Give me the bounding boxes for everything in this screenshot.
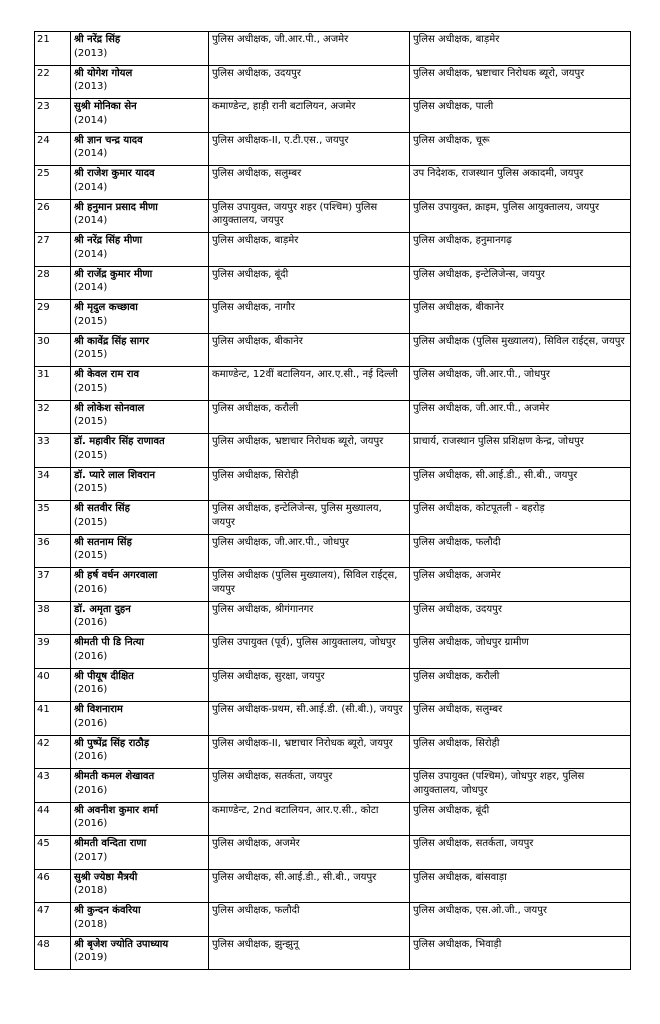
current-posting: पुलिस उपायुक्त (पूर्व), पुलिस आयुक्तालय, जोधपुर <box>209 635 410 669</box>
table-row <box>35 32 631 66</box>
table-row <box>35 501 631 535</box>
current-posting: पुलिस अधीक्षक, भ्रष्टाचार निरोधक ब्यूरो, जयपुर <box>209 434 410 468</box>
table-row <box>35 166 631 200</box>
serial-number: 28 <box>35 266 71 300</box>
serial-number: 29 <box>35 300 71 334</box>
current-posting: पुलिस अधीक्षक, जी.आर.पी., अजमेर <box>209 32 410 66</box>
officer-name: श्रीमती कमल शेखावत <box>74 771 155 782</box>
batch-year: (2015) <box>74 516 108 528</box>
batch-year: (2016) <box>74 684 108 695</box>
officer-name: श्री लोकेश सोनवाल <box>74 402 145 414</box>
table-row <box>35 735 631 769</box>
current-posting: कमाण्डेन्ट, 12वीं बटालियन, आर.ए.सी., नई दिल्ली <box>209 367 410 401</box>
current-posting: पुलिस अधीक्षक, नागौर <box>209 300 410 334</box>
table-row <box>35 936 631 970</box>
batch-year: (2016) <box>74 617 108 628</box>
new-posting: पुलिस अधीक्षक, चूरू <box>410 132 631 166</box>
current-posting: पुलिस अधीक्षक, सी.आई.डी., सी.बी., जयपुर <box>209 869 410 903</box>
batch-year: (2016) <box>74 717 108 729</box>
batch-year: (2014) <box>74 114 108 126</box>
table-row <box>35 434 631 468</box>
serial-number: 23 <box>35 99 71 133</box>
officer-cell <box>71 668 209 702</box>
batch-year: (2014) <box>74 215 108 226</box>
new-posting: प्राचार्य, राजस्थान पुलिस प्रशिक्षण केन्द्र, जोधपुर <box>410 434 631 468</box>
batch-year: (2018) <box>74 885 108 896</box>
batch-year: (2015) <box>74 483 108 494</box>
officer-cell <box>71 434 209 468</box>
new-posting: पुलिस अधीक्षक, पाली <box>410 99 631 133</box>
serial-number: 45 <box>35 836 71 870</box>
table-row <box>35 802 631 836</box>
new-posting: पुलिस अधीक्षक, सी.आई.डी., सी.बी., जयपुर <box>410 467 631 501</box>
transfer-table <box>34 31 631 970</box>
serial-number: 42 <box>35 735 71 769</box>
table-row <box>35 635 631 669</box>
officer-cell <box>71 568 209 602</box>
serial-number: 25 <box>35 166 71 200</box>
current-posting: पुलिस अधीक्षक, श्रीगंगानगर <box>209 601 410 635</box>
serial-number: 35 <box>35 501 71 535</box>
batch-year: (2019) <box>74 952 108 963</box>
current-posting: पुलिस अधीक्षक-II, ए.टी.एस., जयपुर <box>209 132 410 166</box>
officer-cell <box>71 132 209 166</box>
current-posting: कमाण्डेन्ट, 2nd बटालियन, आर.ए.सी., कोटा <box>209 802 410 836</box>
new-posting: पुलिस अधीक्षक, एस.ओ.जी., जयपुर <box>410 903 631 937</box>
table-row <box>35 65 631 99</box>
current-posting: पुलिस अधीक्षक-II, भ्रष्टाचार निरोधक ब्यूरो, जयपुर <box>209 735 410 769</box>
current-posting: पुलिस अधीक्षक, करौली <box>209 400 410 434</box>
officer-name: डॉ. अमृता दुहन <box>74 603 131 615</box>
officer-cell <box>71 534 209 568</box>
new-posting: पुलिस अधीक्षक, बूंदी <box>410 802 631 836</box>
officer-cell <box>71 836 209 870</box>
batch-year: (2015) <box>74 382 108 394</box>
batch-year: (2015) <box>74 349 108 360</box>
officer-name: श्री सतनाम सिंह <box>74 536 132 548</box>
table-row <box>35 199 631 233</box>
serial-number: 21 <box>35 32 71 66</box>
batch-year: (2014) <box>74 148 108 159</box>
current-posting: पुलिस अधीक्षक, सलुम्बर <box>209 166 410 200</box>
serial-number: 27 <box>35 233 71 267</box>
officer-name: श्री विशनाराम <box>74 704 123 715</box>
table-row <box>35 702 631 736</box>
officer-cell <box>71 166 209 200</box>
table-row <box>35 668 631 702</box>
batch-year: (2017) <box>74 851 108 863</box>
new-posting: पुलिस अधीक्षक, जोधपुर ग्रामीण <box>410 635 631 669</box>
new-posting: पुलिस अधीक्षक, बीकानेर <box>410 300 631 334</box>
serial-number: 43 <box>35 769 71 803</box>
current-posting: पुलिस अधीक्षक, बाड़मेर <box>209 233 410 267</box>
new-posting: पुलिस अधीक्षक, भिवाड़ी <box>410 936 631 970</box>
officer-name: श्री राजेंद्र कुमार मीणा <box>74 268 153 280</box>
batch-year: (2013) <box>74 81 108 92</box>
officer-cell <box>71 936 209 970</box>
table-row <box>35 769 631 803</box>
officer-cell <box>71 266 209 300</box>
table-row <box>35 869 631 903</box>
current-posting: पुलिस अधीक्षक, बूंदी <box>209 266 410 300</box>
new-posting: पुलिस अधीक्षक, सिरोही <box>410 735 631 769</box>
officer-cell <box>71 869 209 903</box>
officer-cell <box>71 367 209 401</box>
current-posting: पुलिस अधीक्षक (पुलिस मुख्यालय), सिविल राईट्स, जयपुर <box>209 568 410 602</box>
table-row <box>35 534 631 568</box>
officer-cell <box>71 702 209 736</box>
serial-number: 40 <box>35 668 71 702</box>
new-posting: उप निदेशक, राजस्थान पुलिस अकादमी, जयपुर <box>410 166 631 200</box>
officer-cell <box>71 32 209 66</box>
officer-name: श्री पीयूष दीक्षित <box>74 670 134 682</box>
table-row <box>35 99 631 133</box>
officer-cell <box>71 501 209 535</box>
officer-name: श्री अवनीश कुमार शर्मा <box>74 804 158 816</box>
serial-number: 47 <box>35 903 71 937</box>
table-row <box>35 132 631 166</box>
current-posting: पुलिस अधीक्षक, फलौदी <box>209 903 410 937</box>
current-posting: पुलिस अधीक्षक, सतर्कता, जयपुर <box>209 769 410 803</box>
serial-number: 24 <box>35 132 71 166</box>
officer-cell <box>71 769 209 803</box>
new-posting: पुलिस अधीक्षक (पुलिस मुख्यालय), सिविल राईट्स, जयपुर <box>410 333 631 367</box>
officer-name: श्रीमती पी डि नित्या <box>74 637 145 648</box>
batch-year: (2018) <box>74 918 108 930</box>
batch-year: (2016) <box>74 818 108 829</box>
new-posting: पुलिस अधीक्षक, हनुमानगढ़ <box>410 233 631 267</box>
batch-year: (2015) <box>74 416 108 427</box>
table-row <box>35 836 631 870</box>
batch-year: (2015) <box>74 550 108 561</box>
officer-cell <box>71 601 209 635</box>
officer-name: श्री केवल राम राव <box>74 369 140 380</box>
officer-cell <box>71 199 209 233</box>
officer-cell <box>71 99 209 133</box>
serial-number: 36 <box>35 534 71 568</box>
serial-number: 39 <box>35 635 71 669</box>
new-posting: पुलिस अधीक्षक, करौली <box>410 668 631 702</box>
table-row <box>35 233 631 267</box>
serial-number: 48 <box>35 936 71 970</box>
serial-number: 34 <box>35 467 71 501</box>
new-posting: पुलिस अधीक्षक, फलौदी <box>410 534 631 568</box>
new-posting: पुलिस अधीक्षक, सतर्कता, जयपुर <box>410 836 631 870</box>
serial-number: 30 <box>35 333 71 367</box>
batch-year: (2016) <box>74 650 108 662</box>
current-posting: पुलिस अधीक्षक, सुरक्षा, जयपुर <box>209 668 410 702</box>
officer-name: श्री पुष्पेंद्र सिंह राठौड़ <box>74 737 150 749</box>
officer-cell <box>71 65 209 99</box>
officer-name: श्री हर्ष वर्धन अगरवाला <box>74 570 158 581</box>
table-row <box>35 367 631 401</box>
new-posting: पुलिस अधीक्षक, बांसवाड़ा <box>410 869 631 903</box>
officer-cell <box>71 802 209 836</box>
new-posting: पुलिस अधीक्षक, उदयपुर <box>410 601 631 635</box>
serial-number: 38 <box>35 601 71 635</box>
new-posting: पुलिस अधीक्षक, कोटपूतली - बहरोड़ <box>410 501 631 535</box>
new-posting: पुलिस अधीक्षक, अजमेर <box>410 568 631 602</box>
officer-cell <box>71 467 209 501</box>
serial-number: 31 <box>35 367 71 401</box>
current-posting: पुलिस अधीक्षक, उदयपुर <box>209 65 410 99</box>
new-posting: पुलिस उपायुक्त (पश्चिम), जोधपुर शहर, पुलिस आयुक्तालय, जोधपुर <box>410 769 631 803</box>
batch-year: (2014) <box>74 181 108 193</box>
batch-year: (2014) <box>74 282 108 293</box>
batch-year: (2016) <box>74 583 108 595</box>
officer-cell <box>71 903 209 937</box>
officer-name: श्री नरेंद्र सिंह <box>74 34 121 45</box>
table-row <box>35 467 631 501</box>
table-row <box>35 903 631 937</box>
current-posting: पुलिस अधीक्षक, सिरोही <box>209 467 410 501</box>
table-row <box>35 568 631 602</box>
serial-number: 22 <box>35 65 71 99</box>
officer-name: श्री योगेश गोयल <box>74 67 133 79</box>
officer-name: श्री कावेंद्र सिंह सागर <box>74 335 149 347</box>
officer-name: श्री हनुमान प्रसाद मीणा <box>74 201 158 213</box>
serial-number: 33 <box>35 434 71 468</box>
transfer-list-sheet <box>34 31 630 970</box>
serial-number: 41 <box>35 702 71 736</box>
officer-name: श्री नरेंद्र सिंह मीणा <box>74 235 143 246</box>
officer-name: सुश्री मोनिका सेन <box>74 101 137 112</box>
table-row <box>35 300 631 334</box>
officer-name: श्री राजेश कुमार यादव <box>74 168 155 179</box>
officer-cell <box>71 333 209 367</box>
serial-number: 44 <box>35 802 71 836</box>
new-posting: पुलिस उपायुक्त, क्राइम, पुलिस आयुक्तालय, जयपुर <box>410 199 631 233</box>
serial-number: 37 <box>35 568 71 602</box>
current-posting: पुलिस अधीक्षक, अजमेर <box>209 836 410 870</box>
serial-number: 46 <box>35 869 71 903</box>
officer-name: सुश्री ज्येष्ठा मैत्रयी <box>74 871 138 883</box>
officer-cell <box>71 400 209 434</box>
table-row <box>35 333 631 367</box>
current-posting: पुलिस अधीक्षक, बीकानेर <box>209 333 410 367</box>
batch-year: (2013) <box>74 47 108 59</box>
officer-cell <box>71 735 209 769</box>
transfer-table-body <box>35 32 631 970</box>
officer-name: डॉ. महावीर सिंह राणावत <box>74 436 165 447</box>
new-posting: पुलिस अधीक्षक, जी.आर.पी., जोधपुर <box>410 367 631 401</box>
current-posting: पुलिस अधीक्षक-प्रथम, सी.आई.डी. (सी.बी.), जयपुर <box>209 702 410 736</box>
table-row <box>35 601 631 635</box>
batch-year: (2016) <box>74 751 108 762</box>
officer-name: डॉ. प्यारे लाल शिवरान <box>74 469 156 481</box>
officer-name: श्रीमती वन्दिता राणा <box>74 838 147 849</box>
current-posting: पुलिस उपायुक्त, जयपुर शहर (पश्चिम) पुलिस आयुक्तालय, जयपुर <box>209 199 410 233</box>
officer-name: श्री बृजेश ज्योति उपाध्याय <box>74 938 169 950</box>
batch-year: (2014) <box>74 248 108 260</box>
batch-year: (2016) <box>74 784 108 796</box>
batch-year: (2015) <box>74 449 108 461</box>
current-posting: पुलिस अधीक्षक, इन्टेलिजेन्स, पुलिस मुख्यालय, जयपुर <box>209 501 410 535</box>
new-posting: पुलिस अधीक्षक, इन्टेलिजेन्स, जयपुर <box>410 266 631 300</box>
officer-name: श्री मृदुल कच्छावा <box>74 302 138 313</box>
officer-name: श्री ज्ञान चन्द्र यादव <box>74 134 143 146</box>
officer-name: श्री कुन्दन कंवरिया <box>74 905 141 916</box>
serial-number: 26 <box>35 199 71 233</box>
officer-cell <box>71 233 209 267</box>
new-posting: पुलिस अधीक्षक, सलुम्बर <box>410 702 631 736</box>
current-posting: पुलिस अधीक्षक, जी.आर.पी., जोधपुर <box>209 534 410 568</box>
new-posting: पुलिस अधीक्षक, भ्रष्टाचार निरोधक ब्यूरो, जयपुर <box>410 65 631 99</box>
current-posting: पुलिस अधीक्षक, झुन्झुनू <box>209 936 410 970</box>
officer-name: श्री सतवीर सिंह <box>74 503 130 514</box>
new-posting: पुलिस अधीक्षक, जी.आर.पी., अजमेर <box>410 400 631 434</box>
serial-number: 32 <box>35 400 71 434</box>
table-row <box>35 266 631 300</box>
officer-cell <box>71 635 209 669</box>
table-row <box>35 400 631 434</box>
batch-year: (2015) <box>74 315 108 327</box>
new-posting: पुलिस अधीक्षक, बाड़मेर <box>410 32 631 66</box>
current-posting: कमाण्डेन्ट, हाड़ी रानी बटालियन, अजमेर <box>209 99 410 133</box>
officer-cell <box>71 300 209 334</box>
